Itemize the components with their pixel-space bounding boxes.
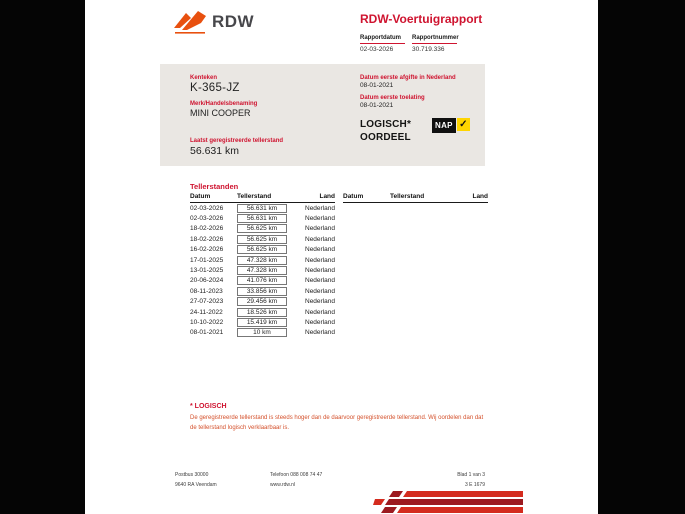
footnote-text: De geregistreerde tellerstand is steeds hoger dan de daarvoor geregistreerde tellerstand. Wij oordelen dan dat de tellerstand logisch verklaarbaar is. — [190, 415, 484, 431]
first-issue-nl-value: 08-01-2021 — [360, 82, 394, 89]
report-number-label: Rapportnummer — [412, 35, 457, 44]
report-number-value: 30.719.336 — [412, 46, 445, 53]
table-row — [190, 286, 335, 296]
cell-land: Nederland — [305, 246, 335, 254]
merk-value: MINI COOPER — [190, 108, 251, 118]
odometer-value-box: 47.328 km — [237, 256, 287, 265]
cell-datum: 24-11-2022 — [190, 308, 223, 316]
cell-datum: 10-10-2022 — [190, 318, 224, 326]
odometer-value-box: 56.631 km — [237, 204, 287, 213]
odometer-value-box: 56.625 km — [237, 245, 287, 254]
footer-phone: Telefoon 088 008 74 47 — [270, 472, 323, 478]
report-title: RDW-Voertuigrapport — [360, 12, 483, 26]
cell-tellerstand — [237, 204, 289, 213]
nap-logo-text: NAP — [432, 118, 456, 133]
report-date-block — [360, 35, 405, 53]
odometer-value-box: 29.456 km — [237, 297, 287, 306]
cell-land: Nederland — [305, 318, 335, 326]
kenteken-label: Kenteken — [190, 75, 218, 81]
cell-tellerstand — [237, 224, 289, 233]
tellerstanden-rows — [190, 203, 335, 338]
nap-check-icon: ✓ — [457, 118, 470, 131]
table-row — [190, 317, 335, 327]
odometer-value-box: 18.526 km — [237, 308, 287, 317]
col-land: Land — [319, 193, 335, 200]
cell-land: Nederland — [305, 287, 335, 295]
verdict-text — [360, 118, 418, 144]
cell-land: Nederland — [305, 256, 335, 264]
footer-page-info — [457, 471, 485, 490]
cell-tellerstand — [237, 235, 289, 244]
tellerstanden-table-left — [190, 193, 335, 338]
col-datum: Datum — [190, 193, 211, 200]
report-date-label: Rapportdatum — [360, 35, 405, 44]
cell-datum: 17-01-2025 — [190, 256, 224, 264]
footer-address — [175, 471, 270, 490]
cell-tellerstand — [237, 245, 289, 254]
footer-address-line1: Postbus 30000 — [175, 472, 209, 478]
table-row — [190, 307, 335, 317]
vehicle-summary-panel — [160, 64, 485, 166]
footnote-title: * LOGISCH — [190, 403, 227, 410]
cell-land: Nederland — [305, 298, 335, 306]
nap-logo — [432, 118, 470, 132]
odometer-value-box: 56.631 km — [237, 214, 287, 223]
table-row — [190, 234, 335, 244]
cell-tellerstand — [237, 308, 289, 317]
cell-datum: 08-01-2021 — [190, 329, 224, 337]
report-page — [85, 0, 598, 514]
verdict-block — [360, 118, 470, 144]
cell-land: Nederland — [305, 215, 335, 223]
merk-label: Merk/Handelsbenaming — [190, 101, 258, 107]
footer-page-indicator: Blad 1 van 3 — [457, 472, 485, 478]
cell-land: Nederland — [305, 308, 335, 316]
cell-datum: 18-02-2026 — [190, 235, 224, 243]
first-issue-nl-label: Datum eerste afgifte in Nederland — [360, 75, 456, 81]
table-row — [190, 224, 335, 234]
cell-tellerstand — [237, 256, 289, 265]
brand-stripes-graphic — [373, 491, 523, 513]
vehicle-summary-left — [190, 75, 283, 157]
report-date-value: 02-03-2026 — [360, 46, 394, 53]
first-admission-value: 08-01-2021 — [360, 102, 394, 109]
table-row — [190, 276, 335, 286]
last-odometer-label: Laatst geregistreerde tellerstand — [190, 138, 284, 144]
cell-tellerstand — [237, 318, 289, 327]
cell-datum: 20-06-2024 — [190, 277, 224, 285]
odometer-value-box: 56.625 km — [237, 235, 287, 244]
cell-datum: 02-03-2026 — [190, 215, 224, 223]
odometer-value-box: 33.856 km — [237, 287, 287, 296]
cell-tellerstand — [237, 297, 289, 306]
cell-datum: 18-02-2026 — [190, 225, 224, 233]
table-row — [190, 255, 335, 265]
cell-datum: 08-11-2023 — [190, 287, 223, 295]
verdict-line2: OORDEEL — [360, 132, 411, 143]
cell-datum: 16-02-2026 — [190, 246, 224, 254]
col-datum: Datum — [343, 193, 364, 200]
cell-land: Nederland — [305, 267, 335, 275]
table-row — [190, 203, 335, 213]
last-odometer-value: 56.631 km — [190, 145, 240, 157]
odometer-value-box: 41.076 km — [237, 276, 287, 285]
table-row — [190, 245, 335, 255]
tellerstanden-table-right — [343, 193, 488, 338]
cell-datum: 02-03-2026 — [190, 204, 224, 212]
verdict-line1: LOGISCH* — [360, 119, 412, 130]
col-tellerstand: Tellerstand — [237, 193, 272, 200]
table-header — [343, 193, 488, 203]
first-admission-label: Datum eerste toelating — [360, 95, 425, 101]
odometer-value-box: 56.625 km — [237, 224, 287, 233]
table-row — [190, 328, 335, 338]
cell-land: Nederland — [305, 225, 335, 233]
cell-tellerstand — [237, 276, 289, 285]
footer-website-link[interactable]: www.rdw.nl — [270, 481, 296, 488]
cell-land: Nederland — [305, 277, 335, 285]
cell-datum: 27-07-2023 — [190, 298, 224, 306]
tellerstanden-tables — [190, 193, 488, 338]
report-meta — [360, 35, 457, 53]
cell-tellerstand — [237, 266, 289, 275]
cell-land: Nederland — [305, 329, 335, 337]
odometer-value-box: 10 km — [237, 328, 287, 337]
col-land: Land — [472, 193, 488, 200]
cell-land: Nederland — [305, 235, 335, 243]
footer-form-code: 3 E 1679 — [464, 481, 485, 488]
odometer-value-box: 47.328 km — [237, 266, 287, 275]
rdw-logo-text: RDW — [212, 12, 255, 31]
cell-land: Nederland — [305, 204, 335, 212]
report-number-block — [412, 35, 457, 53]
footer-contact — [270, 471, 322, 490]
odometer-value-box: 15.419 km — [237, 318, 287, 327]
kenteken-value: K-365-JZ — [190, 82, 240, 94]
footer-address-line2: 9640 RA Veendam — [175, 481, 217, 488]
table-row — [190, 213, 335, 223]
tellerstanden-title: Tellerstanden — [190, 182, 239, 191]
page-footer — [175, 471, 485, 490]
cell-tellerstand — [237, 287, 289, 296]
table-row — [190, 265, 335, 275]
table-header — [190, 193, 335, 203]
rdw-logo — [173, 9, 254, 35]
table-row — [190, 297, 335, 307]
cell-tellerstand — [237, 328, 289, 337]
vehicle-summary-right — [360, 75, 470, 144]
cell-tellerstand — [237, 214, 289, 223]
cell-datum: 13-01-2025 — [190, 267, 224, 275]
col-tellerstand: Tellerstand — [390, 193, 425, 200]
rdw-logo-icon — [173, 9, 207, 35]
